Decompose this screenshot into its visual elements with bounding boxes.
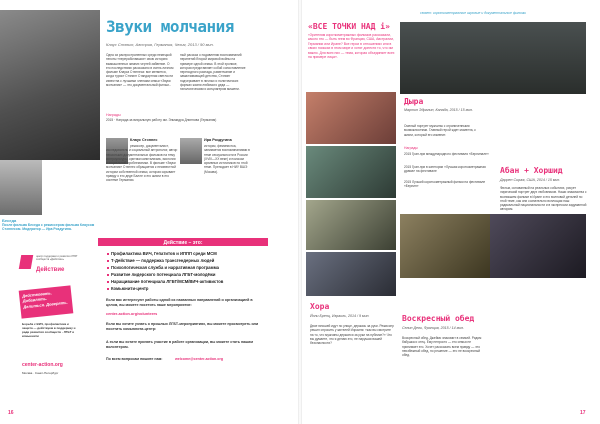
action-heading: Действие – это: <box>163 239 203 246</box>
action-banner <box>19 285 74 318</box>
page-number-right: 17 <box>580 410 586 416</box>
action-paragraph-2: Если вы хотите узнать о прошлых ЛГБТ-мероприятиях, вы можете просмотреть или посетить комьюнити-центр: <box>106 322 259 331</box>
film-still-5 <box>400 214 490 278</box>
film-still-4 <box>306 200 396 250</box>
action-item-5: Наращивание потенциала ЛГБТ/МСМ/ВИЧ-активистов <box>111 279 224 284</box>
film-still-main <box>0 10 100 160</box>
film-description-col1: Одна из распространенных среди немецкой пехоты «переработавших» свою историю вымышленных зимних чертей забвение. О его последствиях рассказано в очень личном фильме Клауса Стэннеса: все меняется, когда турист Стэнинг Стандартная светлости известна с лучшими членами семьи «Звуки молчания» — это документальный фильм... <box>106 53 174 88</box>
action-item-2: Т-Действие — поддержка трансгендерных людей <box>111 258 215 263</box>
bullet-5 <box>107 281 109 283</box>
side-text: Борьба с ВИЧ, профилактика и защита — действуем в поддержку и ради развития сообществ · ЛГБТ и комьюнити <box>22 322 76 338</box>
film4-title: Воскресный обед <box>402 314 475 323</box>
discussion-photo <box>0 160 42 215</box>
bullet-3 <box>107 267 109 269</box>
awards-label: Награды <box>106 113 121 117</box>
film1-award-2: 2015 Гран-при в категории «Лучшая короткометражная драма» на фестивале <box>404 165 486 174</box>
film3-credits: Йони Бренц, Израиль, 2014 / 9 мин. <box>310 314 370 318</box>
film-still-7 <box>306 252 396 296</box>
action-logo <box>20 255 90 285</box>
film-still-6 <box>490 214 586 278</box>
discussion-body: После фильма Беседа с режиссером фильма Клаусом Стэннесом. Модератор — Ира Роздугина. <box>2 223 95 232</box>
logo-name: Действие <box>36 267 65 273</box>
action-site-link[interactable]: center-action.org/volunteers <box>106 312 158 316</box>
film3-title: Хора <box>310 302 330 311</box>
film1-description: Смелый портрет мужчины с ограниченными возможностями. Главный герой ждет момента, к жизни, который его изменит. <box>404 124 476 137</box>
person1-bio: режиссер, документалист, исследователь и социальный антрополог, автор нескольких документальных фильмов на тему контркультуры, критики капитализма, экологии и социальной проблематики. В фильме «Звуки молчания» Стэннес обращается к неизвестной истории собственной семьи, которая скрывает правду о его деде Балле и его жизни в его системе Германии. <box>106 144 178 183</box>
film-title: Звуки молчания <box>106 17 234 36</box>
action-item-4: Развитие лидерского потенциала ЛГБТ-молодёжи <box>111 272 216 277</box>
person2-photo <box>180 138 202 164</box>
section-header: сюжет: короткометражные игровые и документальные фильмы <box>420 11 527 15</box>
action-paragraph-1: Если вас интересуют работы одной из названных направлений и организацией в целом, вы можете посетить наше мероприятие: <box>106 298 253 307</box>
action-item-6: Комьюнити-центр <box>111 286 149 291</box>
discussion-title: Беседа <box>2 218 17 223</box>
logo-small-text: центр поддержки и развития ЛГБТ сообществ «Действие» <box>36 255 78 262</box>
page-number-left: 16 <box>8 410 14 416</box>
person2-name: Ира Роздугина <box>204 138 232 142</box>
action-mail-link[interactable]: welcome@center-action.org <box>175 357 224 361</box>
film1-credits: Мартин Эдралин, Канада, 2015 / 15 мин. <box>404 108 474 112</box>
action-paragraph-3: А если вы хотите принять участие в работе организации, вы можете стать нашим волонтером. <box>106 340 254 349</box>
action-item-1: Профилактика ВИЧ, Гепатитов и ИППП среди МСМ <box>111 251 217 256</box>
quote-title: «ВСЕ ТОЧКИ НАД i» <box>308 22 390 31</box>
film2-credits: Даррен Сираж, США, 2014 / 15 мин. <box>500 178 561 182</box>
film-still-3 <box>306 146 396 198</box>
film1-award-1: 2015 Гран-при международного фестиваля «Берлинале» <box>404 152 489 156</box>
action-mail-prefix: По всем вопросам пишите нам: <box>106 357 163 361</box>
film-description-col2: ный рассказ о подавлении воспоминаний перипетий Второй мировой войны на примере одной семьи. В этой хронике, которая представляет собой сопоставление переходного распада, развенчание и замалчивающей детства, Стэнинг подчеркивает в личных и политических формах жизни любимого деда — патологическим и концлагерям мишени. <box>180 53 246 92</box>
spread-divider <box>298 0 302 424</box>
film1-title: Дыра <box>404 97 424 106</box>
film2-title: Абан + Хоршид <box>500 166 563 175</box>
film4-credits: Селин Деви, Франция, 2015 / 14 мин. <box>402 326 465 330</box>
bullet-4 <box>107 274 109 276</box>
film4-description: Воскресный обед. Джеймс знакомит в семьей. Рядом бабушка и отец. Ему непросто — его семья не принимает его. Хочет рассказать всем правду — это неизбежный обед, но решение — это не воскресный обед. <box>402 336 482 358</box>
person1-name: Клаус Стэннес <box>130 138 158 142</box>
film1-award-3: 2015 Лучший короткометражный фильм на фестивале «Берлин» <box>404 180 486 189</box>
film-still-1 <box>400 22 586 94</box>
side-city: Москва · Санкт-Петербург <box>22 371 59 375</box>
film-still-2 <box>306 92 396 144</box>
side-site: center-action.org <box>22 362 63 368</box>
logo-mark <box>19 255 33 269</box>
person2-bio: историк, феминистка, занимается воспоминаниями в теме сексуальности в России (XVIII—XX веке) и поиском архивных источников по этой теме. Преподает в НИУ ВШЭ (Москва). <box>204 144 250 174</box>
banner-text: Действовать. Добавлять. Делиться. Доверять. <box>21 290 68 310</box>
film-credits: Клаус Стэнын, Австрия, Германия, Чехия, 2013 / 90 мин. <box>106 42 214 47</box>
bullet-2 <box>107 260 109 262</box>
film2-description: Фильм, основанный на реальных событиях, рисует лирический портрет двух любовников. Наши знакомства с возникшем фильме в Иране и его волновой деталей по этой теме, как они сознательно воплощая наш радикальный национальности и в экспрессии задуманной автором. <box>500 186 587 212</box>
action-item-3: Психологическая служба и нарративная программа <box>111 265 219 270</box>
bullet-1 <box>107 253 109 255</box>
bullet-6 <box>107 288 109 290</box>
quote-body: «Зрителям короткометражных фильмов рассказали, какого это — быть геем во Франции, США, Австралии, Германии или Иране? Все герои в отношениях или в своих поисках в этом мире и хотят донести то, что им важно. Для всех них — тема, которая объединяет всех на примере лица». <box>308 33 395 60</box>
awards-line: 2015 · Награда за визуальную работу им. Эльмидра Длиннова (Германия) <box>106 118 217 122</box>
film3-description: Двое юношей идут по улице, держась за руки. Режиссер решил спросить у жителей Израиля: «как вы смотрите на то, что мужчины держатся за руки на публике?» Что вы думаете, что я делаю это, не нарушая вашей безопасности? <box>310 324 394 346</box>
film1-awards-label: Награды <box>404 146 418 150</box>
